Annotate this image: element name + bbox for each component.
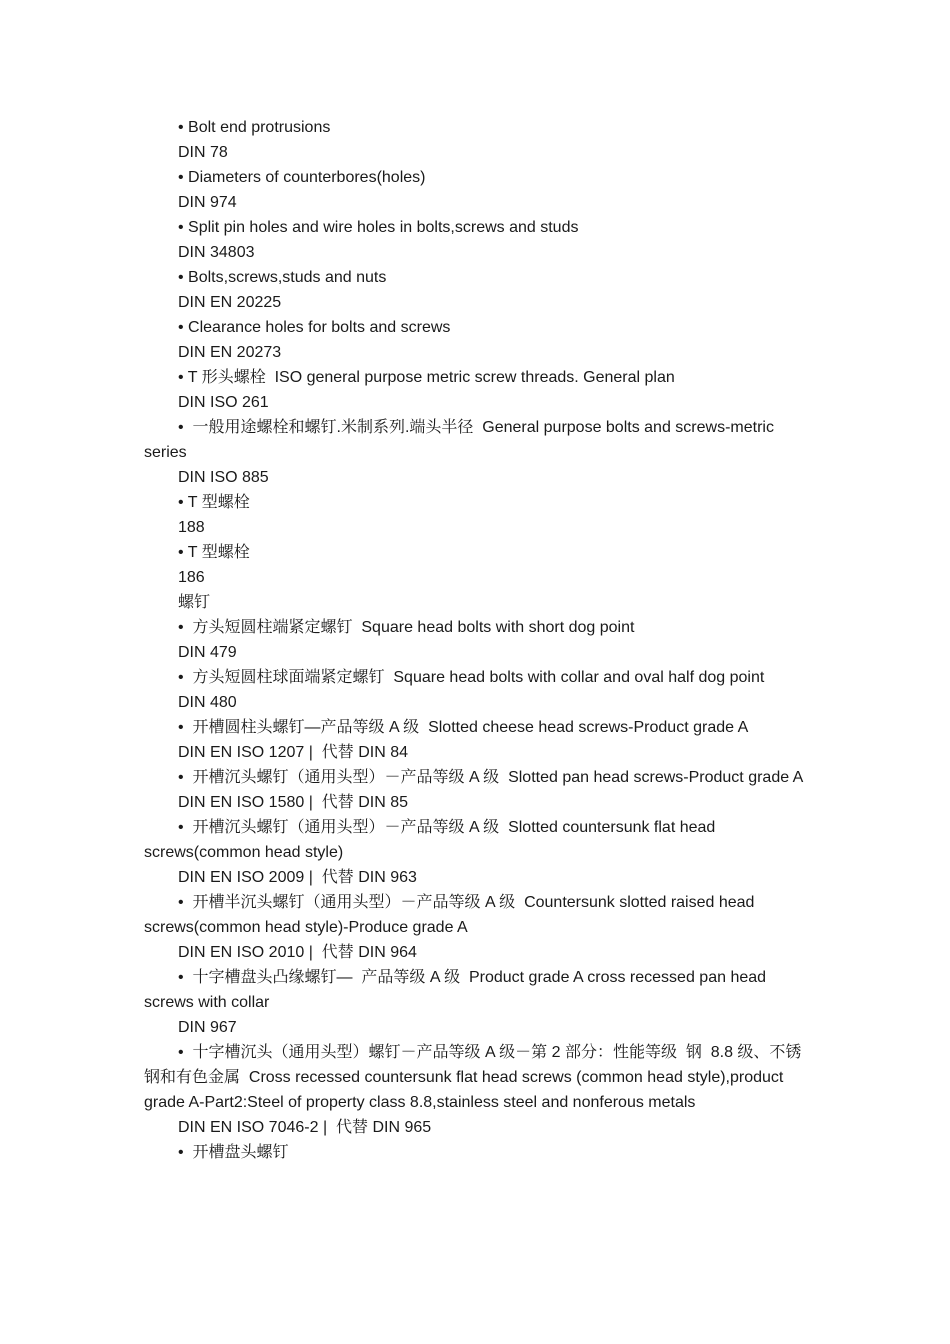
standard-code: DIN 479 bbox=[178, 644, 237, 661]
standard-code: DIN 974 bbox=[178, 194, 237, 211]
standard-code: DIN EN ISO 2009 | 代替 DIN 963 bbox=[178, 869, 417, 886]
list-item: • Diameters of counterbores(holes) bbox=[178, 169, 426, 186]
list-item: • 开槽半沉头螺钉（通用头型）－产品等级 A 级 Countersunk slotted raised head screws(common head style)-Produce grade A bbox=[144, 894, 759, 936]
list-item: • 开槽圆柱头螺钉—产品等级 A 级 Slotted cheese head screws-Product grade A bbox=[178, 719, 749, 736]
list-item: • 方头短圆柱球面端紧定螺钉 Square head bolts with collar and oval half dog point bbox=[178, 669, 765, 686]
list-item: • T 型螺栓 bbox=[178, 544, 250, 561]
standard-code: DIN ISO 261 bbox=[178, 394, 269, 411]
list-item: • Bolts,screws,studs and nuts bbox=[178, 269, 387, 286]
list-item: • 十字槽沉头（通用头型）螺钉－产品等级 A 级－第 2 部分：性能等级 钢 8.8 级、不锈钢和有色金属 Cross recessed countersunk flat head screws (common head style),product grade A-Part2:Steel of property class 8.8,stainless steel and nonferous metals bbox=[144, 1044, 802, 1111]
list-item: • 开槽盘头螺钉 bbox=[178, 1144, 289, 1161]
list-item: • 开槽沉头螺钉（通用头型）－产品等级 A 级 Slotted pan head screws-Product grade A bbox=[178, 769, 804, 786]
standard-code: DIN EN ISO 1207 | 代替 DIN 84 bbox=[178, 744, 409, 761]
list-item: • Split pin holes and wire holes in bolts,screws and studs bbox=[178, 219, 579, 236]
standard-code: DIN 34803 bbox=[178, 244, 255, 261]
list-item: • 十字槽盘头凸缘螺钉— 产品等级 A 级 Product grade A cross recessed pan head screws with collar bbox=[144, 969, 771, 1011]
list-item: • 一般用途螺栓和螺钉.米制系列.端头半径 General purpose bolts and screws-metric series bbox=[144, 419, 779, 461]
standard-code: DIN EN ISO 7046-2 | 代替 DIN 965 bbox=[178, 1119, 432, 1136]
standard-code: DIN EN 20273 bbox=[178, 344, 282, 361]
list-item: • 方头短圆柱端紧定螺钉 Square head bolts with short dog point bbox=[178, 619, 635, 636]
standard-code: 188 bbox=[178, 519, 205, 536]
document-page bbox=[144, 115, 814, 1165]
list-item: • Clearance holes for bolts and screws bbox=[178, 319, 451, 336]
standard-code: DIN 967 bbox=[178, 1019, 237, 1036]
list-item: • T 型螺栓 bbox=[178, 494, 250, 511]
standard-code: DIN 78 bbox=[178, 144, 228, 161]
standard-code: DIN EN 20225 bbox=[178, 294, 282, 311]
standard-code: DIN EN ISO 2010 | 代替 DIN 964 bbox=[178, 944, 417, 961]
standard-code: DIN EN ISO 1580 | 代替 DIN 85 bbox=[178, 794, 409, 811]
list-item: • Bolt end protrusions bbox=[178, 119, 331, 136]
list-item: • 开槽沉头螺钉（通用头型）－产品等级 A 级 Slotted countersunk flat head screws(common head style) bbox=[144, 819, 720, 861]
section-heading: 螺钉 bbox=[178, 594, 211, 611]
list-item: • T 形头螺栓 ISO general purpose metric screw threads. General plan bbox=[178, 369, 675, 386]
standard-code: DIN 480 bbox=[178, 694, 237, 711]
standard-code: DIN ISO 885 bbox=[178, 469, 269, 486]
standard-code: 186 bbox=[178, 569, 205, 586]
